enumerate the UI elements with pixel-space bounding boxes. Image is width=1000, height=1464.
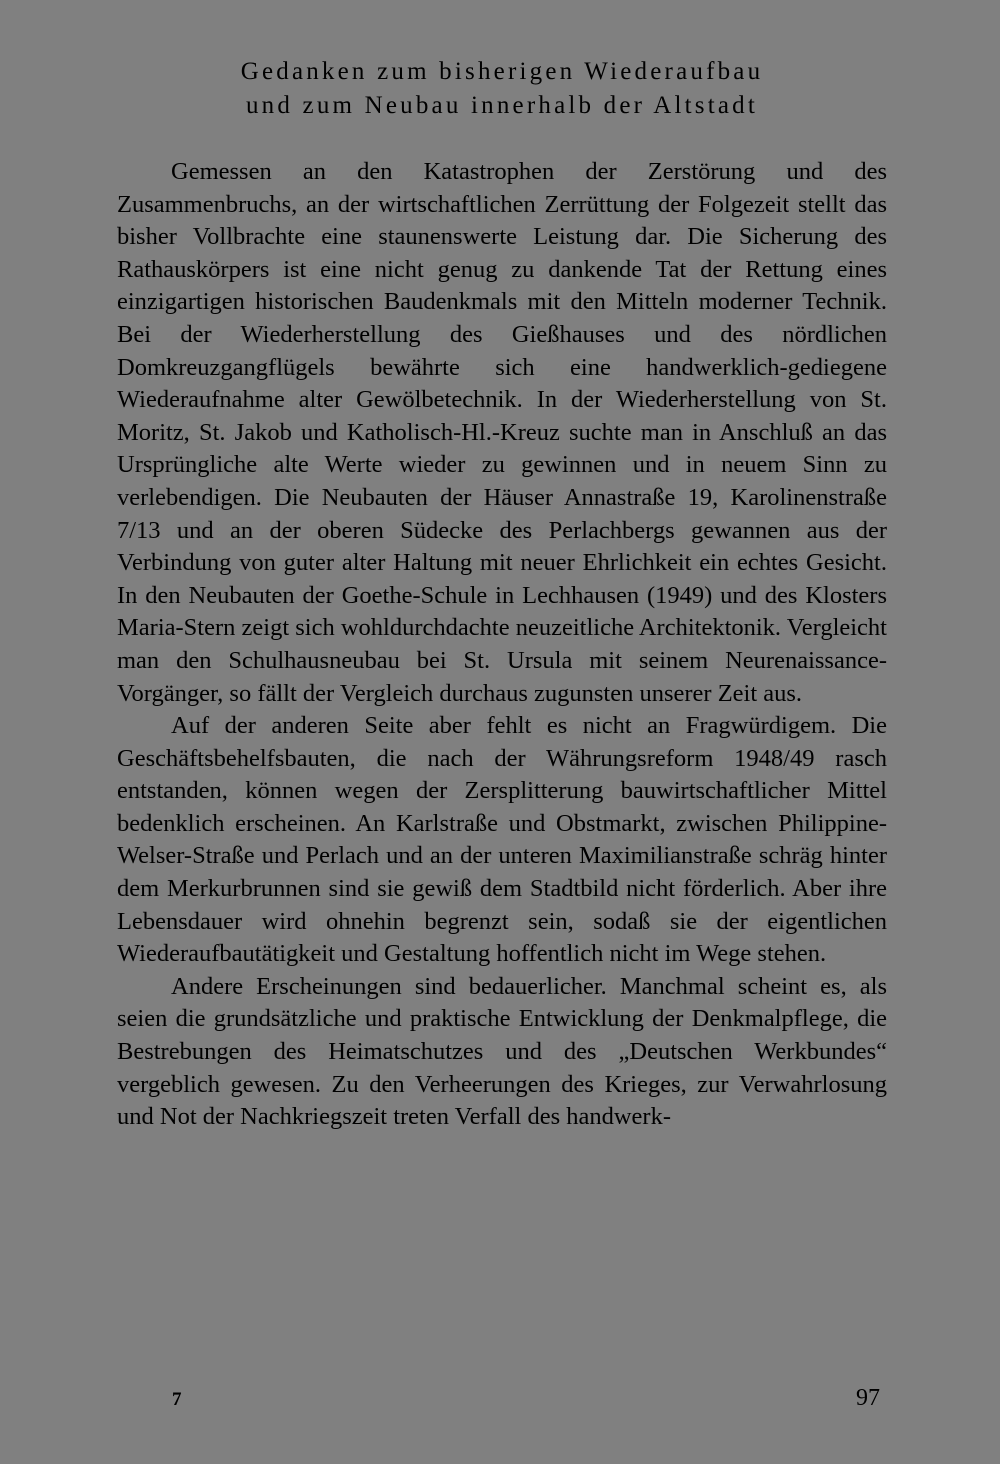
body-text bbox=[117, 156, 887, 1134]
signature-mark: 7 bbox=[172, 1389, 182, 1410]
heading-line-1: Gedanken zum bisherigen Wiederaufbau bbox=[240, 58, 764, 85]
page-footer bbox=[0, 1385, 1000, 1415]
paragraph-3: Andere Erscheinungen sind bedauerlicher. Manchmal scheint es, als seien die grundsätzliche und praktische Entwicklung der Denkmalpflege, die Bestrebungen des Heimatschutzes und des „Deutschen Werkbundes“ vergeblich gewesen. Zu den Verheerungen des Krieges, zur Verwahrlosung und Not der Nachkriegszeit treten Verfall des handwerk- bbox=[117, 972, 887, 1131]
paragraph-1: Gemessen an den Katastrophen der Zerstörung und des Zusammenbruchs, an der wirtschaftlichen Zerrüttung der Folgezeit stellt das bisher Vollbrachte eine staunenswerte Leistung dar. Die Sicherung des Rathauskörpers ist eine nicht genug zu dankende Tat der Rettung eines einzigartigen historischen Baudenkmals mit den Mitteln moderner Technik. Bei der Wiederherstellung des Gießhauses und des nördlichen Domkreuzgangflügels bewährte sich eine handwerklich-gediegene Wiederaufnahme alter Gewölbetechnik. In der Wiederherstellung von St. Moritz, St. Jakob und Katholisch-Hl.-Kreuz suchte man in Anschluß an das Ursprüngliche alte Werte wieder zu gewinnen und in neuem Sinn zu verlebendigen. Die Neubauten der Häuser Annastraße 19, Karolinenstraße 7/13 und an der oberen Südecke des Perlachbergs gewannen aus der Verbindung von guter alter Haltung mit neuer Ehrlichkeit ein echtes Gesicht. In den Neubauten der Goethe-Schule in Lechhausen (1949) und des Klosters Maria-Stern zeigt sich wohldurchdachte neuzeitliche Architektonik. Vergleicht man den Schulhausneubau bei St. Ursula mit seinem Neurenaissance-Vorgänger, so fällt der Vergleich durchaus zugunsten unserer Zeit aus. bbox=[117, 158, 887, 707]
heading-line-2: und zum Neubau innerhalb der Altstadt bbox=[245, 92, 759, 119]
chapter-heading bbox=[117, 55, 887, 123]
paragraph-2: Auf der anderen Seite aber fehlt es nicht an Fragwürdigem. Die Geschäftsbehelfsbauten, die nach der Währungsreform 1948/49 rasch entstanden, können wegen der Zersplitterung bauwirtschaftlicher Mittel bedenklich erscheinen. An Karlstraße und Obstmarkt, zwischen Philippine-Welser-Straße und Perlach und an der unteren Maximilianstraße schräg hinter dem Merkurbrunnen sind sie gewiß dem Stadtbild nicht förderlich. Aber ihre Lebensdauer wird ohnehin begrenzt sein, sodaß sie der eigentlichen Wiederaufbautätigkeit und Gestaltung hoffentlich nicht im Wege stehen. bbox=[117, 712, 887, 968]
page-number: 97 bbox=[856, 1385, 880, 1411]
book-page bbox=[117, 55, 887, 1131]
